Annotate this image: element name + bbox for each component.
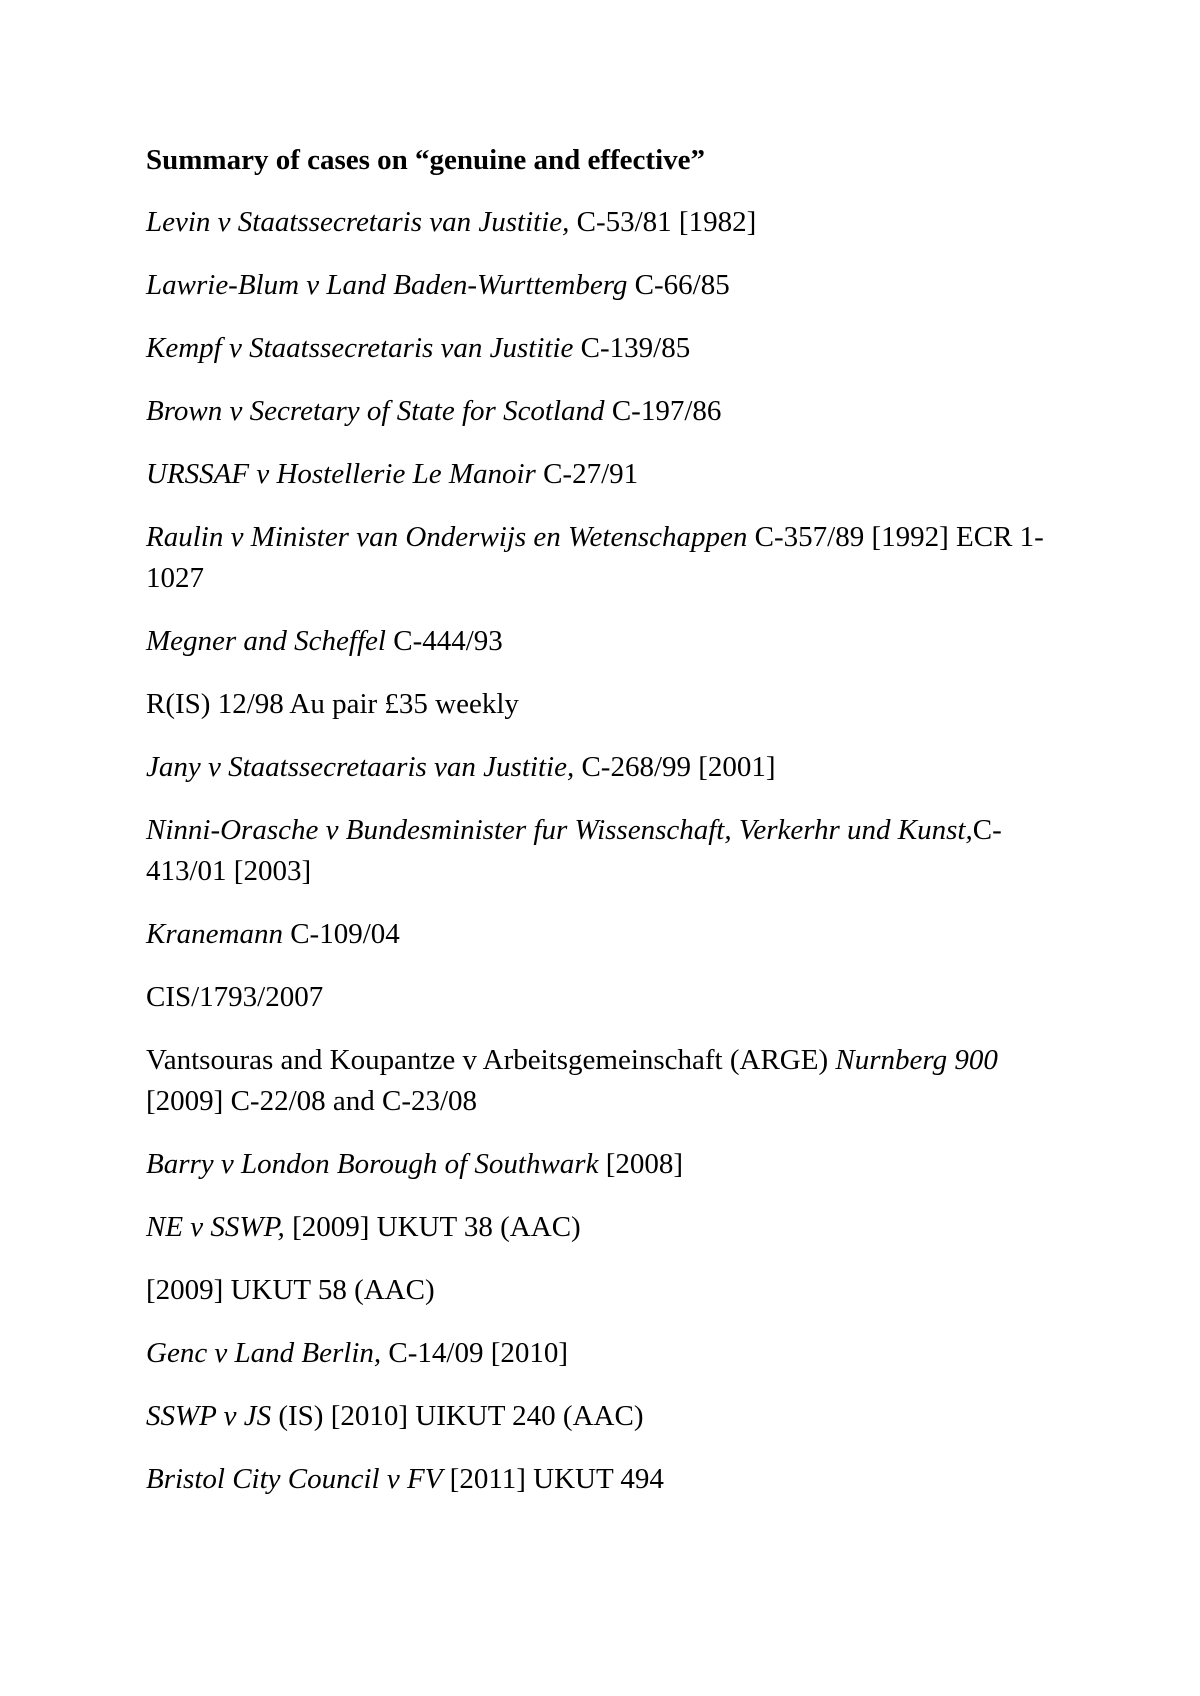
case-citation: C-357/89 [1992] ECR 1-1027 <box>146 521 1044 594</box>
case-name: Barry v London Borough of Southwark <box>146 1148 599 1180</box>
case-name: Nurnberg 900 <box>835 1044 998 1076</box>
case-name: Ninni-Orasche v Bundesminister fur Wissenschaft, Verkerhr und Kunst, <box>146 814 973 846</box>
case-citation: [2011] UKUT 494 <box>442 1463 664 1495</box>
case-entry <box>146 747 1066 788</box>
case-citation: C-444/93 <box>385 625 503 657</box>
case-entry <box>146 1270 1066 1311</box>
case-name: Levin v Staatssecretaris van Justitie, <box>146 206 570 238</box>
case-entry <box>146 1333 1066 1374</box>
case-entry <box>146 914 1066 955</box>
case-entry <box>146 517 1066 599</box>
case-citation: [2009] C-22/08 and C-23/08 <box>146 1085 478 1117</box>
case-citation: [2008] <box>598 1148 684 1180</box>
document-page <box>146 140 1066 1522</box>
case-name: NE v SSWP, <box>146 1211 285 1243</box>
case-entry <box>146 1459 1066 1500</box>
case-citation: [2009] UKUT 58 (AAC) <box>146 1274 435 1306</box>
case-citation: C-109/04 <box>282 918 400 950</box>
case-citation: C-268/99 [2001] <box>574 751 776 783</box>
case-citation: C-413/01 [2003] <box>146 814 1002 887</box>
case-citation: [2009] UKUT 38 (AAC) <box>284 1211 581 1243</box>
case-name: Lawrie-Blum v Land Baden-Wurttemberg <box>146 269 628 301</box>
document-title: Summary of cases on “genuine and effective” <box>146 144 706 176</box>
case-entry <box>146 391 1066 432</box>
case-citation: C-53/81 [1982] <box>569 206 757 238</box>
case-entry <box>146 621 1066 662</box>
case-entry <box>146 265 1066 306</box>
case-entry <box>146 1040 1066 1122</box>
case-citation: C-14/09 [2010] <box>381 1337 569 1369</box>
case-citation: C-27/91 <box>535 458 639 490</box>
case-entry <box>146 454 1066 495</box>
case-citation: C-197/86 <box>604 395 722 427</box>
case-name: URSSAF v Hostellerie Le Manoir <box>146 458 536 490</box>
case-citation: C-66/85 <box>627 269 730 301</box>
case-citation: R(IS) 12/98 Au pair £35 weekly <box>146 688 519 720</box>
case-entry <box>146 684 1066 725</box>
case-entry <box>146 977 1066 1018</box>
case-name: Genc v Land Berlin, <box>146 1337 382 1369</box>
case-entry <box>146 328 1066 369</box>
case-name: Jany v Staatssecretaaris van Justitie, <box>146 751 575 783</box>
case-name: Kempf v Staatssecretaris van Justitie <box>146 332 574 364</box>
case-entry <box>146 1207 1066 1248</box>
case-name: Kranemann <box>146 918 283 950</box>
case-name: Raulin v Minister van Onderwijs en Wetenschappen <box>146 521 748 553</box>
case-citation: C-139/85 <box>573 332 691 364</box>
case-name: SSWP v JS <box>146 1400 272 1432</box>
case-citation: Vantsouras and Koupantze v Arbeitsgemeinschaft (ARGE) <box>146 1044 836 1076</box>
case-name: Bristol City Council v FV <box>146 1463 443 1495</box>
case-entry <box>146 202 1066 243</box>
case-entry <box>146 1144 1066 1185</box>
case-citation: CIS/1793/2007 <box>146 981 324 1013</box>
case-name: Brown v Secretary of State for Scotland <box>146 395 605 427</box>
case-citation: (IS) [2010] UIKUT 240 (AAC) <box>271 1400 644 1432</box>
case-list <box>146 202 1066 1500</box>
case-entry <box>146 1396 1066 1437</box>
case-entry <box>146 810 1066 892</box>
case-name: Megner and Scheffel <box>146 625 386 657</box>
